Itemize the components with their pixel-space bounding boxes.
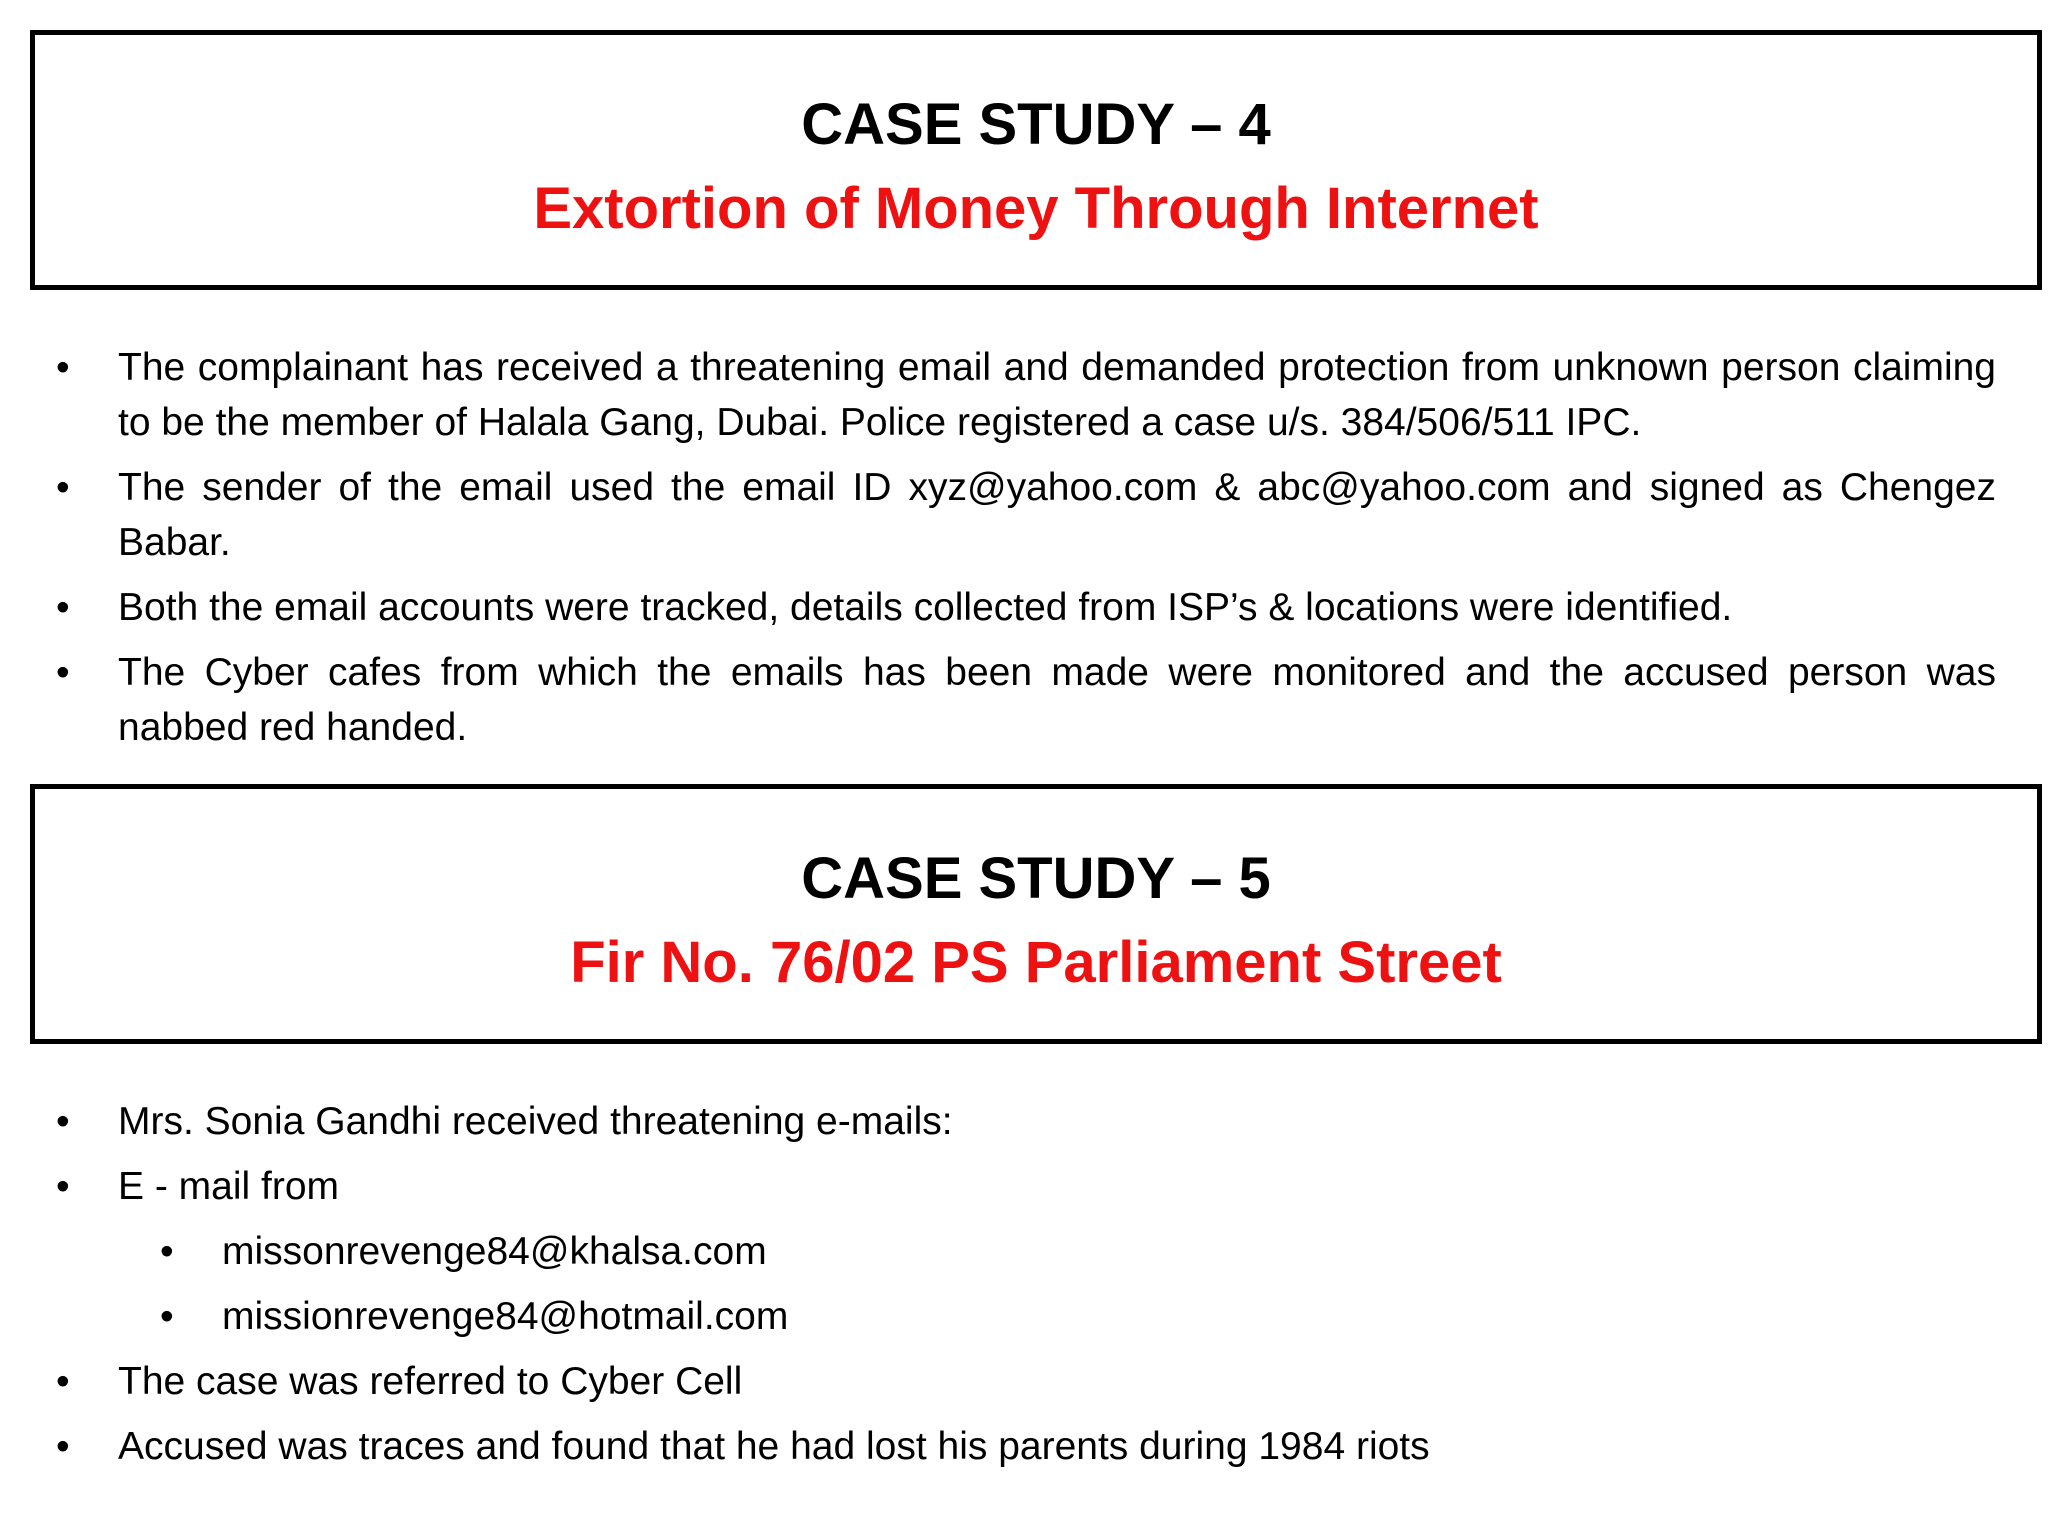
bullet-text: The sender of the email used the email ID xyz@yahoo.com & abc@yahoo.com and signed as Chengez Babar. xyxy=(118,466,1996,564)
case-study-5-subtitle: Fir No. 76/02 PS Parliament Street xyxy=(570,930,1502,995)
case-study-4-subtitle: Extortion of Money Through Internet xyxy=(533,176,1539,241)
bullet-icon: • xyxy=(56,346,70,389)
bullet-icon: • xyxy=(56,1360,70,1403)
list-item xyxy=(56,1419,1996,1474)
list-item xyxy=(56,460,1996,570)
list-item xyxy=(56,1354,1996,1409)
case-study-5-title-box xyxy=(30,784,2042,1044)
bullet-icon: • xyxy=(56,466,70,509)
bullet-text: The Cyber cafes from which the emails has been made were monitored and the accused person was nabbed red handed. xyxy=(118,651,1996,749)
sub-list-item xyxy=(160,1224,1996,1279)
bullet-icon: • xyxy=(56,1165,70,1208)
bullet-icon: • xyxy=(56,1100,70,1143)
bullet-text: Both the email accounts were tracked, details collected from ISP’s & locations were identified. xyxy=(118,586,1733,629)
bullet-icon: • xyxy=(160,1295,174,1338)
list-item xyxy=(56,645,1996,755)
email-address: missonrevenge84@khalsa.com xyxy=(222,1230,767,1273)
list-item xyxy=(56,580,1996,635)
list-item xyxy=(56,1159,1996,1214)
bullet-icon: • xyxy=(56,586,70,629)
bullet-text: E - mail from xyxy=(118,1165,340,1208)
email-address: missionrevenge84@hotmail.com xyxy=(222,1295,789,1338)
sub-list-item xyxy=(160,1289,1996,1344)
bullet-text: Mrs. Sonia Gandhi received threatening e-mails: xyxy=(118,1100,953,1143)
case-study-4-title-box xyxy=(30,30,2042,290)
list-item xyxy=(56,340,1996,450)
list-item xyxy=(56,1094,1996,1149)
case-study-5-bullet-list xyxy=(56,1094,1996,1484)
bullet-icon: • xyxy=(56,651,70,694)
case-study-4-bullet-list xyxy=(56,340,1996,765)
case-study-4-heading: CASE STUDY – 4 xyxy=(801,92,1271,157)
bullet-text: The case was referred to Cyber Cell xyxy=(118,1360,743,1403)
case-study-5-heading: CASE STUDY – 5 xyxy=(801,846,1271,911)
bullet-icon: • xyxy=(160,1230,174,1273)
bullet-text: The complainant has received a threatening email and demanded protection from unknown person claiming to be the member of Halala Gang, Dubai. Police registered a case u/s. 384/506/511 IPC. xyxy=(118,346,1996,444)
bullet-text: Accused was traces and found that he had lost his parents during 1984 riots xyxy=(118,1425,1430,1468)
bullet-icon: • xyxy=(56,1425,70,1468)
